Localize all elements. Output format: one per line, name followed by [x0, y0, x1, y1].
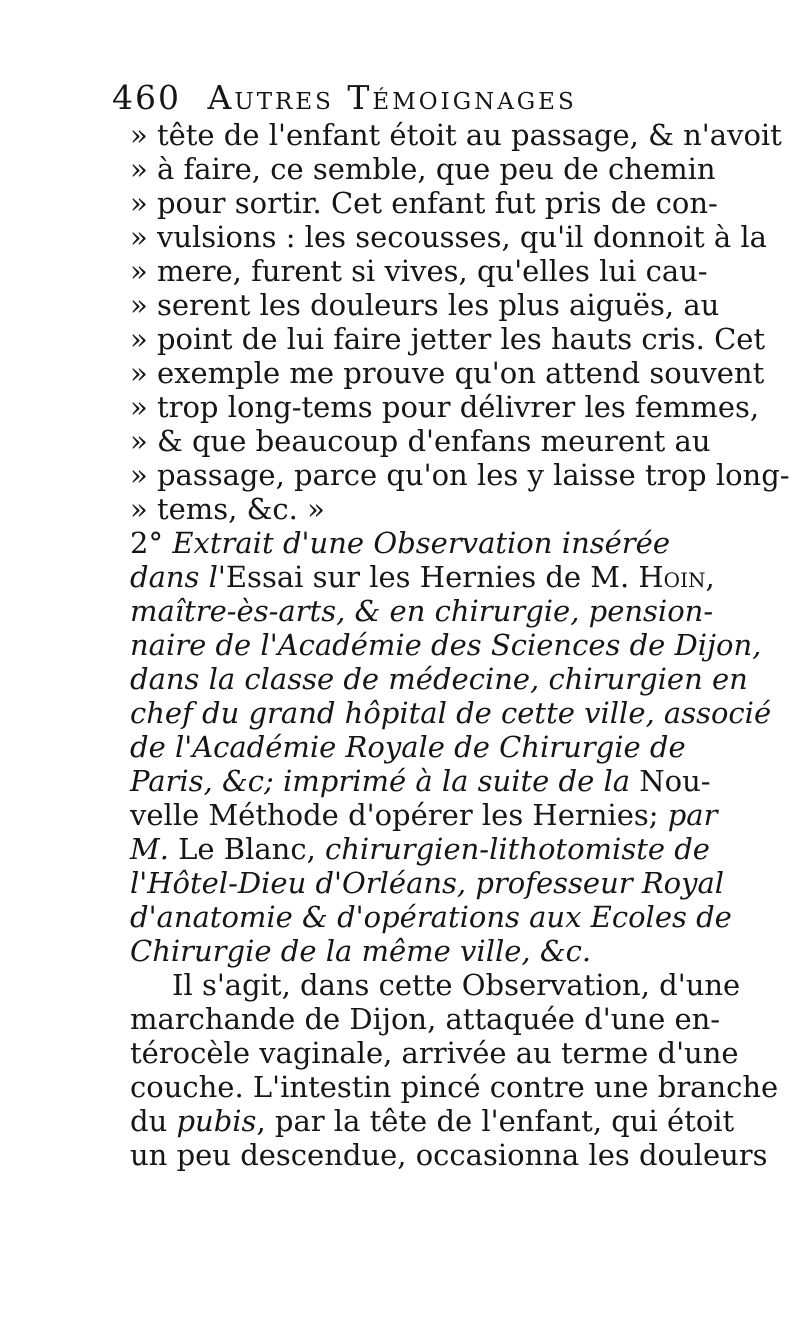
text-line [130, 730, 686, 764]
text-line [130, 322, 766, 356]
text-segment: de l'Académie Royale de Chirurgie de [130, 730, 686, 764]
text-segment: , par la tête de l'enfant, qui étoit [256, 1104, 735, 1138]
running-title: Autres Témoignages [207, 78, 577, 117]
text-segment: 2° [130, 526, 173, 560]
text-line [130, 1138, 768, 1172]
text-segment: chirurgien-lithotomiste de [325, 832, 710, 866]
text-segment: couche. L'intestin pincé contre une branche [130, 1070, 779, 1104]
text-line [130, 560, 715, 594]
text-line [130, 832, 710, 866]
text-segment: par [667, 798, 718, 832]
text-line [130, 220, 767, 254]
text-line [130, 1036, 739, 1070]
text-segment: d'anatomie & d'opérations aux Ecoles de [130, 900, 732, 934]
page-number: 460 [112, 78, 181, 117]
text-segment: Nou- [639, 764, 711, 798]
text-segment: dans la classe de médecine, chirurgien en [130, 662, 748, 696]
text-segment: un peu descendue, occasionna les douleurs [130, 1138, 768, 1172]
text-segment: maître-ès-arts, & en chirurgie, pension- [130, 594, 714, 628]
text-segment: » & que beaucoup d'enfans meurent au [130, 424, 711, 458]
text-segment: Il s'agit, dans cette Observation, d'une [172, 968, 741, 1002]
text-segment: » passage, parce qu'on les y laisse trop long- [130, 458, 790, 492]
text-segment: » point de lui faire jetter les hauts cris. Cet [130, 322, 766, 356]
text-segment: velle Méthode d'opérer les Hernies; [130, 798, 668, 832]
text-segment: Essai sur les Hernies de M. [225, 560, 639, 594]
text-segment: du [130, 1104, 177, 1138]
text-segment: » tems, &c. » [130, 492, 325, 526]
text-segment: Extrait d'une Observation insérée [172, 526, 670, 560]
text-segment: térocèle vaginale, arrivée au terme d'une [130, 1036, 739, 1070]
text-segment: » mere, furent si vives, qu'elles lui cau- [130, 254, 708, 288]
text-line [130, 900, 732, 934]
text-line [130, 254, 708, 288]
text-line [130, 1002, 721, 1036]
text-segment: » serent les douleurs les plus aiguës, au [130, 288, 720, 322]
text-line [130, 1070, 779, 1104]
text-line [130, 118, 782, 152]
text-line [130, 764, 711, 798]
text-segment: , [705, 560, 715, 594]
text-segment: Paris, &c; imprimé à la suite de la [130, 764, 640, 798]
text-line [130, 866, 725, 900]
text-line [130, 356, 765, 390]
text-line [130, 968, 741, 1002]
text-line [130, 152, 716, 186]
text-line [130, 424, 711, 458]
text-segment: dans [130, 560, 209, 594]
text-segment: l'Hôtel-Dieu d'Orléans, professeur Royal [130, 866, 725, 900]
text-segment: » exemple me prouve qu'on attend souvent [130, 356, 765, 390]
text-line [130, 186, 718, 220]
text-line [130, 288, 720, 322]
text-line [130, 492, 670, 526]
text-segment: chef du grand hôpital de cette ville, associé [130, 696, 772, 730]
text-segment: Chirurgie de la même ville, &c. [130, 934, 592, 968]
text-segment: marchande de Dijon, attaquée d'une en- [130, 1002, 721, 1036]
text-segment: Le Blanc, [178, 832, 326, 866]
text-line [130, 696, 772, 730]
text-segment: » à faire, ce semble, que peu de chemin [130, 152, 716, 186]
text-segment: l' [208, 560, 226, 594]
text-segment: » pour sortir. Cet enfant fut pris de con- [130, 186, 718, 220]
text-segment: » vulsions : les secousses, qu'il donnoit à la [130, 220, 767, 254]
body-text [130, 118, 790, 1172]
text-segment: » trop long-tems pour délivrer les femmes, [130, 390, 760, 424]
text-line [130, 458, 790, 492]
text-segment: pubis [176, 1104, 257, 1138]
text-line [130, 798, 718, 832]
text-line [130, 526, 670, 560]
text-line [130, 662, 748, 696]
text-line [130, 594, 714, 628]
text-segment: » tête de l'enfant étoit au passage, & n'avoit [130, 118, 782, 152]
text-line [130, 628, 762, 662]
text-line [130, 934, 670, 968]
text-segment: M. [130, 832, 179, 866]
text-line [130, 1104, 735, 1138]
text-line [130, 390, 760, 424]
text-segment: naire de l'Académie des Sciences de Dijon, [130, 628, 762, 662]
text-segment: Hoin [638, 560, 706, 594]
running-header [112, 78, 672, 118]
